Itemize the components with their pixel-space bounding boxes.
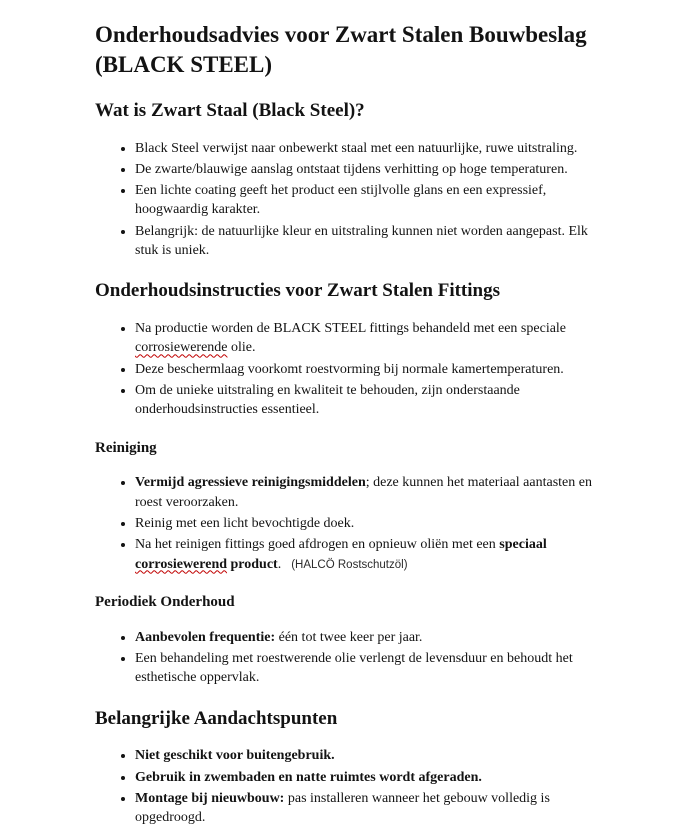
misspelled-word: corrosiewerende: [135, 340, 228, 356]
bullet-text: olie.: [227, 340, 256, 356]
section-heading-instructions: Onderhoudsinstructies voor Zwart Stalen Fittings: [95, 280, 501, 302]
bullet-item: • Gebruik in zwembaden en natte ruimtes wordt afgeraden.: [135, 768, 612, 787]
bullet-item: • Niet geschikt voor buitengebruik.: [135, 746, 612, 765]
bullet-list-instructions: [95, 319, 612, 420]
section-heading-aandachtspunten: Belangrijke Aandachtspunten: [95, 707, 338, 729]
subheading-periodiek-onderhoud: Periodiek Onderhoud: [95, 594, 235, 611]
product-note: (HALCÖ Rostschutzöl): [291, 558, 408, 571]
bullet-text: .: [277, 556, 282, 572]
section-heading-what-is: Wat is Zwart Staal (Black Steel)?: [95, 99, 365, 121]
bullet-list-periodiek: [95, 628, 612, 688]
bold-text: Vermijd agressieve reinigingsmiddelen: [135, 475, 366, 491]
bullet-list-aandachtspunten: [95, 746, 612, 827]
bullet-list-reiniging: [95, 473, 612, 574]
bullet-item: • Reinig met een licht bevochtigde doek.: [135, 514, 612, 533]
bullet-item: • Black Steel verwijst naar onbewerkt staal met een natuurlijke, ruwe uitstraling.: [135, 139, 612, 158]
bullet-list-what-is: [95, 139, 612, 261]
bullet-text: pas installeren wanneer het gebouw volledig is opgedroogd.: [135, 791, 550, 826]
misspelled-word: corrosiewerend: [135, 556, 228, 572]
bold-text: product: [227, 556, 278, 572]
bullet-item: • De zwarte/blauwige aanslag ontstaat tijdens verhitting op hoge temperaturen.: [135, 160, 612, 179]
bullet-item: • Om de unieke uitstraling en kwaliteit te behouden, zijn onderstaande onderhoudsinstructies essentieel.: [135, 381, 612, 420]
bullet-item: • Deze beschermlaag voorkomt roestvorming bij normale kamertemperaturen.: [135, 360, 612, 379]
document-title: Onderhoudsadvies voor Zwart Stalen Bouwbeslag (BLACK STEEL): [95, 22, 587, 77]
bullet-item: • Een behandeling met roestwerende olie verlengt de levensduur en behoudt het esthetische oppervlak.: [135, 649, 612, 688]
bullet-item: [135, 535, 612, 574]
bullet-item: • Een lichte coating geeft het product een stijlvolle glans en een expressief, hoogwaardig karakter.: [135, 181, 612, 220]
bold-text: Aanbevolen frequentie:: [135, 629, 276, 645]
bold-text: Montage bij nieuwbouw:: [135, 791, 285, 807]
bullet-item: [135, 319, 612, 358]
bullet-text: Na productie worden de BLACK STEEL fittings behandeld met een speciale: [135, 321, 567, 337]
bullet-item: [135, 473, 612, 512]
bullet-item: [135, 789, 612, 828]
bold-text: speciaal: [499, 537, 547, 553]
bullet-text: ; deze kunnen het materiaal aantasten en roest veroorzaken.: [135, 475, 592, 510]
subheading-reiniging: Reiniging: [95, 439, 157, 456]
bullet-text: Na het reinigen fittings goed afdrogen en opnieuw oliën met een: [135, 537, 500, 553]
bullet-item: [135, 628, 612, 647]
bullet-item: • Belangrijk: de natuurlijke kleur en uitstraling kunnen niet worden aangepast. Elk stuk is uniek.: [135, 222, 612, 261]
bullet-text: één tot twee keer per jaar.: [275, 629, 423, 645]
